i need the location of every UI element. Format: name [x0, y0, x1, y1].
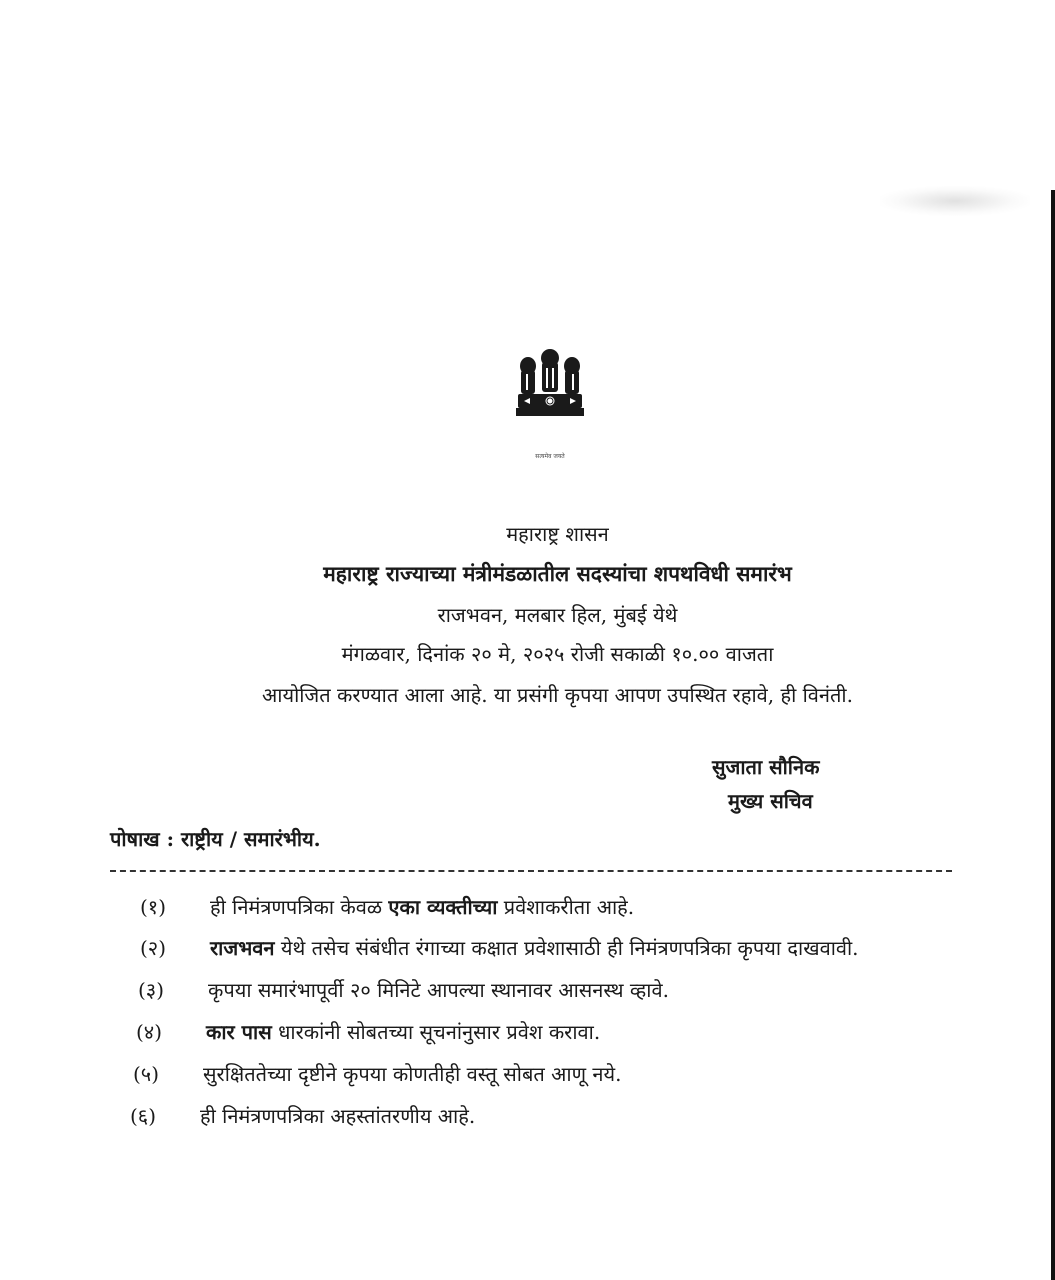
- datetime-line: मंगळवार, दिनांक २० मे, २०२५ रोजी सकाळी १०.०० वाजता: [341, 642, 774, 666]
- list-item: (१) ही निमंत्रणपत्रिका केवळ एका व्यक्तीच्या प्रवेशाकरीता आहे.: [140, 895, 635, 919]
- government-name: महाराष्ट्र शासन: [506, 522, 609, 546]
- note-number: (६): [130, 1104, 157, 1128]
- signatory-name: सुजाता सौनिक: [712, 755, 820, 779]
- list-item: (५) सुरक्षिततेच्या दृष्टीने कृपया कोणतीही वस्तू सोबत आणू नये.: [133, 1062, 622, 1086]
- scan-smudge: [880, 186, 1030, 216]
- request-line: आयोजित करण्यात आला आहे. या प्रसंगी कृपया आपण उपस्थित रहावे, ही विनंती.: [262, 683, 853, 707]
- note-number: (५): [133, 1062, 160, 1086]
- list-item: (२) राजभवन येथे तसेच संबंधीत रंगाच्या कक्षात प्रवेशासाठी ही निमंत्रणपत्रिका कृपया दाखवावी.: [140, 936, 859, 960]
- note-number: (३): [138, 978, 165, 1002]
- ceremony-title: महाराष्ट्र राज्याच्या मंत्रीमंडळातील सदस्यांचा शपथविधी समारंभ: [323, 561, 792, 586]
- venue-line: राजभवन, मलबार हिल, मुंबई येथे: [437, 603, 678, 627]
- page-edge: [1051, 190, 1055, 1280]
- list-item: (३) कृपया समारंभापूर्वी २० मिनिटे आपल्या स्थानावर आसनस्थ व्हावे.: [138, 978, 669, 1002]
- note-number: (१): [140, 895, 167, 919]
- list-item: (६) ही निमंत्रणपत्रिका अहस्तांतरणीय आहे.: [130, 1104, 476, 1128]
- note-number: (२): [140, 936, 167, 960]
- ashoka-emblem-icon: [512, 344, 588, 448]
- dashed-divider: [110, 870, 952, 872]
- signatory-designation: मुख्य सचिव: [728, 789, 813, 813]
- list-item: (४) कार पास धारकांनी सोबतच्या सूचनांनुसार प्रवेश करावा.: [136, 1020, 601, 1044]
- emblem-motto: सत्यमेव जयते: [535, 453, 565, 460]
- note-number: (४): [136, 1020, 163, 1044]
- dress-code: पोषाख : राष्ट्रीय / समारंभीय.: [110, 827, 321, 851]
